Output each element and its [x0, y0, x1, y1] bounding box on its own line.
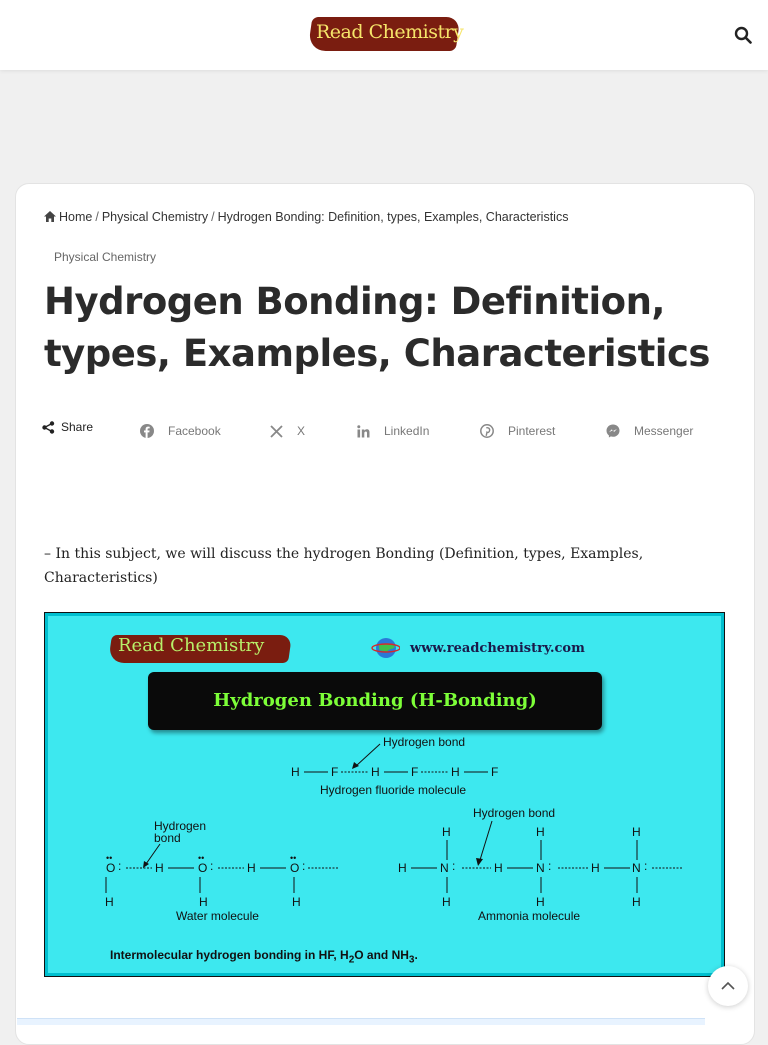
x-icon [270, 425, 283, 438]
featured-image [44, 612, 725, 977]
figure-banner: Hydrogen Bonding (H-Bonding) [148, 672, 602, 730]
home-icon [44, 211, 56, 222]
svg-text:H: H [105, 895, 114, 909]
breadcrumb-category[interactable]: Physical Chemistry [101, 210, 209, 224]
svg-text:N: N [440, 861, 449, 875]
svg-text:N: N [536, 861, 545, 875]
breadcrumb-separator: / [211, 210, 215, 224]
label-hbond-water-2: bond [154, 831, 181, 845]
svg-text:O: O [106, 861, 116, 875]
breadcrumb [44, 210, 568, 224]
search-icon[interactable] [734, 26, 752, 44]
svg-text:H: H [442, 895, 451, 909]
caption-sub: 3 [408, 954, 415, 966]
svg-text:F: F [331, 765, 339, 779]
svg-text::: : [452, 859, 456, 873]
svg-text:H: H [371, 765, 380, 779]
label-hbond-water-1: Hydrogen [154, 819, 207, 833]
svg-text::: : [210, 859, 214, 873]
share-icon [42, 421, 55, 434]
svg-text:H: H [451, 765, 460, 779]
share-messenger-label: Messenger [634, 424, 694, 438]
label-nh3-caption: Ammonia molecule [478, 909, 581, 923]
svg-text:H: H [199, 895, 208, 909]
label-hbond-nh3: Hydrogen bond [473, 806, 556, 820]
svg-text:O: O [290, 861, 300, 875]
svg-text:F: F [491, 765, 499, 779]
back-to-top-button[interactable] [708, 966, 748, 1006]
svg-text:H: H [591, 861, 600, 875]
pinterest-icon [480, 424, 494, 438]
svg-text:••: •• [290, 853, 297, 863]
svg-text::: : [118, 859, 122, 873]
share-pinterest-button[interactable] [480, 424, 555, 438]
caption-part: O and NH [354, 948, 409, 962]
breadcrumb-separator: / [95, 210, 99, 224]
svg-text::: : [548, 859, 552, 873]
page-title: Hydrogen Bonding: Definition, types, Examples, Characteristics [44, 280, 710, 375]
site-logo[interactable] [310, 14, 464, 56]
svg-text:H: H [442, 825, 451, 839]
caption-part: Intermolecular hydrogen bonding in HF, H [110, 948, 349, 962]
svg-text:H: H [632, 825, 641, 839]
label-hbond-hf: Hydrogen bond [383, 736, 466, 749]
label-water-caption: Water molecule [176, 909, 259, 923]
featured-image-canvas [48, 616, 721, 973]
svg-text:O: O [198, 861, 208, 875]
site-header [0, 0, 768, 70]
share-label [42, 420, 93, 434]
svg-text:H: H [291, 765, 300, 779]
facebook-icon [140, 424, 154, 438]
svg-text::: : [644, 859, 648, 873]
breadcrumb-current: Hydrogen Bonding: Definition, types, Examples, Characteristics [217, 210, 569, 224]
svg-text:••: •• [106, 853, 113, 863]
label-hf-caption: Hydrogen fluoride molecule [320, 783, 467, 797]
svg-text:H: H [632, 895, 641, 909]
share-text: Share [61, 420, 94, 434]
svg-text:F: F [411, 765, 419, 779]
messenger-icon [606, 424, 620, 438]
share-messenger-button[interactable] [606, 424, 693, 438]
breadcrumb-home[interactable]: Home [59, 210, 93, 224]
figure-site-url [370, 636, 585, 660]
caption-part: . [414, 948, 418, 962]
svg-text:H: H [536, 895, 545, 909]
chevron-up-icon [708, 966, 748, 1006]
post-category[interactable]: Physical Chemistry [54, 250, 157, 264]
share-linkedin-label: LinkedIn [384, 424, 430, 438]
figure-site-url-text: www.readchemistry.com [410, 640, 585, 656]
svg-text:••: •• [198, 853, 205, 863]
figure-logo-text: Read Chemistry [118, 635, 265, 656]
share-x-button[interactable] [270, 424, 305, 438]
hydrogen-bond-diagram [48, 736, 723, 946]
share-pinterest-label: Pinterest [508, 424, 556, 438]
svg-text::: : [302, 859, 306, 873]
intro-paragraph: – In this subject, we will discuss the hydrogen Bonding (Definition, types, Examples, Characteristics) [44, 546, 644, 586]
logo-text: Read Chemistry [316, 21, 464, 43]
svg-text:H: H [398, 861, 407, 875]
svg-text:H: H [292, 895, 301, 909]
share-linkedin-button[interactable] [357, 424, 429, 438]
figure-logo [110, 632, 290, 666]
svg-text:H: H [494, 861, 503, 875]
caption-sub: 2 [348, 954, 355, 966]
globe-icon [370, 636, 400, 660]
figure-caption [110, 948, 418, 965]
share-x-label: X [297, 424, 306, 438]
svg-text:H: H [155, 861, 164, 875]
svg-text:H: H [247, 861, 256, 875]
share-facebook-button[interactable] [140, 424, 221, 438]
share-facebook-label: Facebook [168, 424, 221, 438]
svg-text:H: H [536, 825, 545, 839]
linkedin-icon [357, 425, 370, 438]
svg-text:N: N [632, 861, 641, 875]
